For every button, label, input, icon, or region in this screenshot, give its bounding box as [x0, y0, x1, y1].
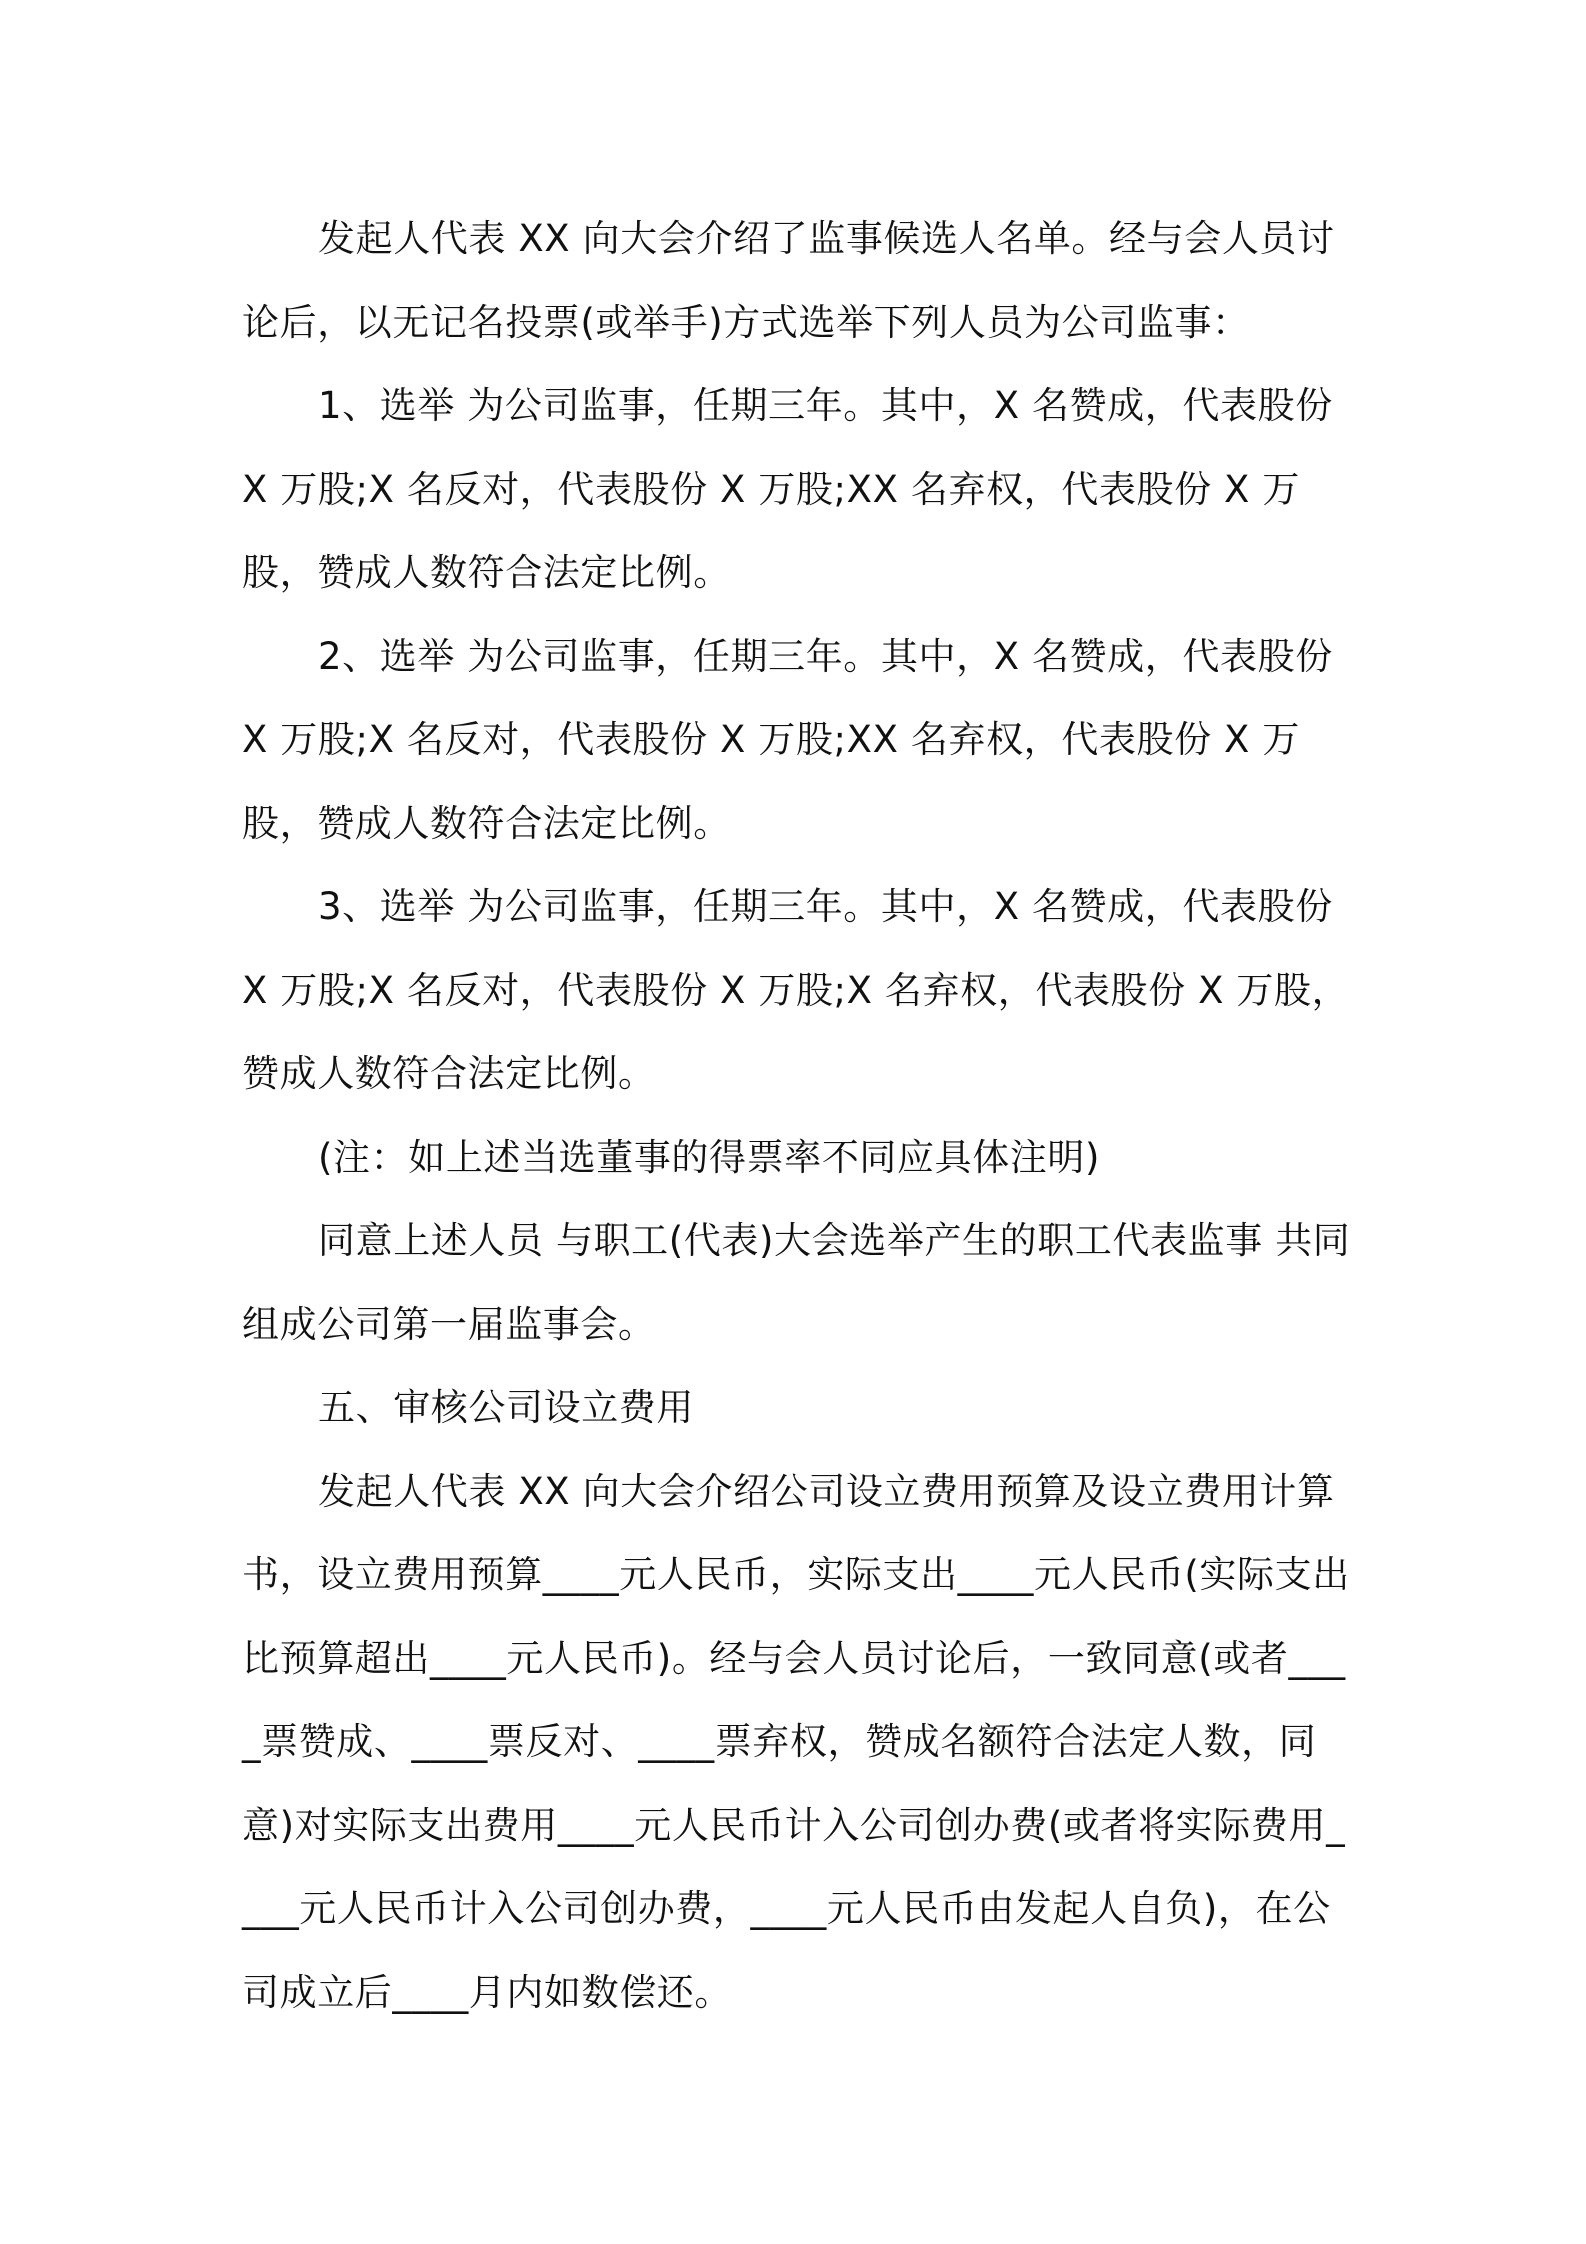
paragraph-board-formation: 同意上述人员 与职工(代表)大会选举产生的职工代表监事 共同组成公司第一届监事会。: [242, 1219, 1351, 1346]
paragraph-supervisor-candidates: 发起人代表 XX 向大会介绍了监事候选人名单。经与会人员讨论后，以无记名投票(或举手)方式选举下列人员为公司监事：: [242, 217, 1335, 344]
paragraph-election-2: 2、选举 为公司监事，任期三年。其中，X 名赞成，代表股份 X 万股;X 名反对，代表股份 X 万股;XX 名弃权，代表股份 X 万股，赞成人数符合法定比例。: [242, 634, 1333, 845]
section-heading-expenses: 五、审核公司设立费用: [318, 1386, 694, 1429]
paragraph-election-3: 3、选举 为公司监事，任期三年。其中，X 名赞成，代表股份 X 万股;X 名反对，代表股份 X 万股;X 名弃权，代表股份 X 万股，赞成人数符合法定比例。: [242, 885, 1350, 1095]
paragraph-note: (注：如上述当选董事的得票率不同应具体注明): [318, 1135, 1101, 1179]
paragraph-election-1: 1、选举 为公司监事，任期三年。其中，X 名赞成，代表股份 X 万股;X 名反对，代表股份 X 万股;XX 名弃权，代表股份 X 万股，赞成人数符合法定比例。: [242, 384, 1333, 594]
paragraph-expenses: 发起人代表 XX 向大会介绍公司设立费用预算及设立费用计算书，设立费用预算____元人民币，实际支出____元人民币(实际支出比预算超出____元人民币)。经与会人员讨论后，一致同意(或者____票赞成、____票反对、____票弃权，赞成名额符合法定人数，同意)对实际支出费用____元人民币计入公司创办费(或者将实际费用____元人民币计入公司创办费，____元人民币由发起人自负)，在公司成立后____月内如数偿还。: [242, 1469, 1350, 2014]
document-body: [242, 197, 1362, 2034]
